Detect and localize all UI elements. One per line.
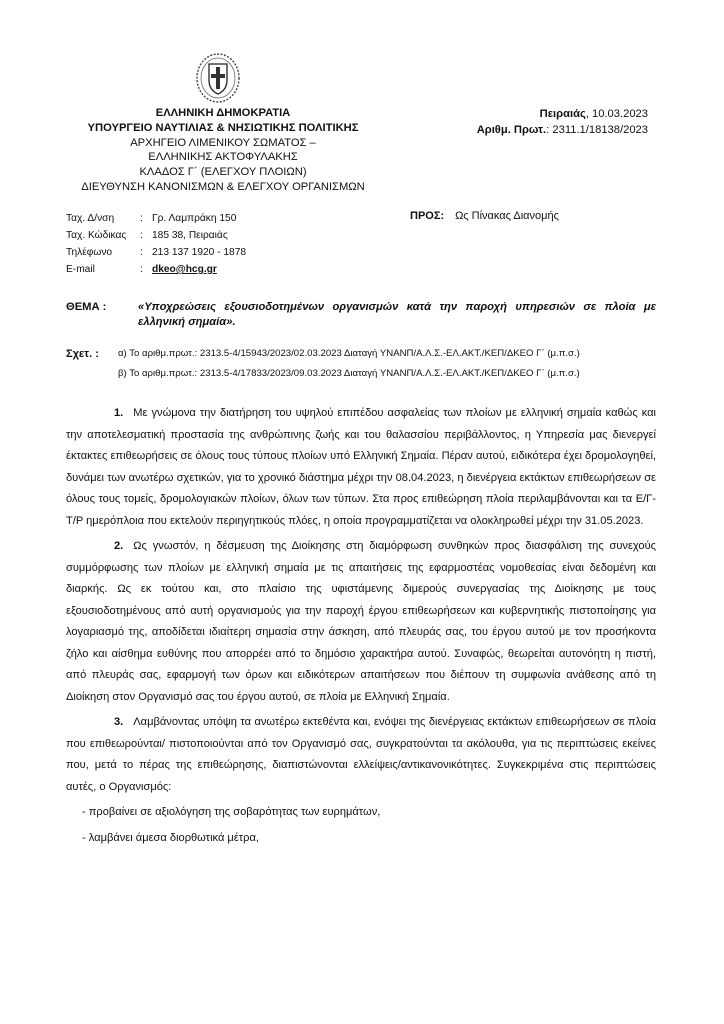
address-row (66, 210, 386, 227)
protocol-line (450, 122, 648, 138)
phone-row (66, 244, 386, 261)
recipient-label: ΠΡΟΣ: (410, 210, 445, 222)
subject (66, 300, 656, 330)
separator: : (140, 213, 143, 224)
reference-b-row (66, 364, 656, 384)
paragraph-text: Με γνώμονα την διατήρηση του υψηλού επιπέδου ασφαλείας των πλοίων με ελληνική σημαία καθώς και την αποτελεσματική προστασία της ανθρώπινης ζωής και του θαλασσίου περιβάλλοντος, η Υπηρεσία μας διενεργεί έκτακτες επιθεωρήσεις σε όλους τους τύπους πλοίων υπό Ελληνική Σημαία. Πέραν αυτού, ειδικότερα έχει δρομολογηθεί, δυνάμει των ανωτέρω σχετικών, για το χρονικό διάστημα μέχρι την 08.04.2023, η διενέργεια εκτάκτων επιθεωρήσεων σε όλους τους τομείς, δρομολογιακών πλοίων, όλων των τύπων. Στα προς επιθεώρηση πλοία περιλαμβάνονται και τα Ε/Γ-Τ/Ρ ημερόπλοια που εκτελούν περιηγητικούς πλόες, η οποία προγραμματίζεται να ολοκληρωθεί μέχρι την 31.05.2023. (66, 407, 656, 527)
phone-label: Τηλέφωνο (66, 247, 113, 258)
references-label (66, 344, 118, 364)
phone-value: 213 137 1920 - 1878 (152, 247, 247, 258)
paragraph-number: 3. (114, 716, 124, 728)
document-body (66, 403, 656, 853)
list-item: - προβαίνει σε αξιολόγηση της σοβαρότητας των ευρημάτων, (82, 806, 381, 818)
hellenic-republic-emblem-icon (195, 52, 241, 104)
header-line: ΑΡΧΗΓΕΙΟ ΛΙΜΕΝΙΚΟΥ ΣΩΜΑΤΟΣ – (130, 136, 316, 149)
date-line (450, 106, 648, 122)
header-line: ΚΛΑΔΟΣ Γ΄ (ΕΛΕΓΧΟΥ ΠΛΟΙΩΝ) (139, 166, 307, 179)
protocol-value: : 2311.1/18138/2023 (546, 124, 648, 136)
paragraph-text: Λαμβάνοντας υπόψη τα ανωτέρω εκτεθέντα και, ενόψει της διενέργειας εκτάκτων επιθεωρήσεων σε πλοία που επιθεωρούνται/ πιστοποιούνται από τον Οργανισμό σας, συγκρατούνται τα ακόλουθα, για τις περιπτώσεις εκείνες που, μετά το πέρας της επιθεώρησης, διαπιστώνονται ελλείψεις/αντικανονικότητες. Συγκεκριμένα στις περιπτώσεις αυτές, ο Οργανισμός: (66, 716, 656, 793)
place-label: Πειραιάς (539, 108, 586, 120)
header-line: ΕΛΛΗΝΙΚΗ ΔΗΜΟΚΡΑΤΙΑ (155, 107, 291, 119)
subject-label: ΘΕΜΑ : (66, 301, 107, 313)
postcode-value: 185 38, Πειραιάς (152, 230, 228, 241)
reference-a: α) Το αριθμ.πρωτ.: 2313.5-4/15943/2023/02.03.2023 Διαταγή ΥΝΑΝΠ/Α.Λ.Σ.-ΕΛ.ΑΚΤ./ΚΕΠ/ΔΚΕΟ Γ΄ (μ.π.σ.) (118, 348, 580, 359)
separator: : (140, 264, 143, 275)
header-line: ΔΙΕΥΘΥΝΣΗ ΚΑΝΟΝΙΣΜΩΝ & ΕΛΕΓΧΟΥ ΟΡΓΑΝΙΣΜΩΝ (81, 180, 365, 193)
date-and-protocol (450, 106, 648, 138)
paragraph-number: 1. (114, 407, 124, 419)
separator: : (140, 247, 143, 258)
subject-text: «Υποχρεώσεις εξουσιοδοτημένων οργανισμών κατά την παροχή υπηρεσιών σε πλοία με ελληνική σημαία». (138, 301, 656, 328)
header-line: ΕΛΛΗΝΙΚΗΣ ΑΚΤΟΦΥΛΑΚΗΣ (148, 151, 298, 164)
recipient-value: Ως Πίνακας Διανομής (455, 210, 559, 222)
paragraph (66, 712, 656, 798)
postcode-row (66, 227, 386, 244)
postcode-label: Ταχ. Κώδικας (66, 230, 127, 241)
paragraph (66, 536, 656, 708)
references-label-text: Σχετ. (66, 348, 93, 360)
address-value: Γρ. Λαμπράκη 150 (152, 213, 237, 224)
address-label: Ταχ. Δ/νση (66, 213, 115, 224)
reference-b: β) Το αριθμ.πρωτ.: 2313.5-4/17833/2023/09.03.2023 Διαταγή ΥΝΑΝΠ/Α.Λ.Σ.-ΕΛ.ΑΚΤ./ΚΕΠ/ΔΚΕΟ Γ΄ (μ.π.σ.) (118, 368, 580, 379)
protocol-label: Αριθμ. Πρωτ. (476, 124, 547, 136)
header-line: ΥΠΟΥΡΓΕΙΟ ΝΑΥΤΙΛΙΑΣ & ΝΗΣΙΩΤΙΚΗΣ ΠΟΛΙΤΙΚΗΣ (87, 121, 359, 134)
paragraph (66, 403, 656, 532)
references (66, 344, 656, 384)
reference-a-row (66, 344, 656, 364)
date-value: , 10.03.2023 (585, 108, 648, 120)
recipient (410, 210, 559, 222)
email-label: E-mail (66, 264, 95, 275)
paragraph-number: 2. (114, 540, 124, 552)
paragraph-text: Ως γνωστόν, η δέσμευση της Διοίκησης στη διαμόρφωση συνθηκών προς διασφάλιση της συνεχούς συμμόρφωσης των πλοίων με ελληνική σημαία με τις απαιτήσεις της εφαρμοστέας νομοθεσίας είναι δεδομένη και διαρκής. Ως εκ τούτου και, στο πλαίσιο της υφιστάμενης διμερούς συνεργασίας της Διοίκησης με τους εξουσιοδοτημένους από αυτή οργανισμούς για την παροχή έργου επιθεωρήσεων και κυβερνητικής πιστοποίησης για λογαριασμό της, αποδίδεται ιδιαίτερη σημασία στην άσκηση, από πλευράς σας, του έργου αυτού με τον προσήκοντα ζήλο και αίσθημα ευθύνης που απορρέει από το δημόσιο χαρακτήρα αυτού. Συναφώς, θεωρείται αυτονόητη η πιστή, από πλευράς σας, εφαρμογή των όρων και ειδικότερων απαιτήσεων που διέπουν τη συμφωνία ανάθεσης από τη Διοίκηση στον Οργανισμό σας του έργου αυτού, σε πλοία με Ελληνική Σημαία. (66, 540, 656, 703)
list-item: - λαμβάνει άμεσα διορθωτικά μέτρα, (82, 831, 259, 844)
separator: : (140, 230, 143, 241)
email-row (66, 261, 386, 278)
contact-details (66, 210, 386, 278)
email-link[interactable]: dkeo@hcg.gr (152, 264, 217, 275)
issuing-authority (78, 106, 368, 195)
separator: : (95, 348, 99, 360)
